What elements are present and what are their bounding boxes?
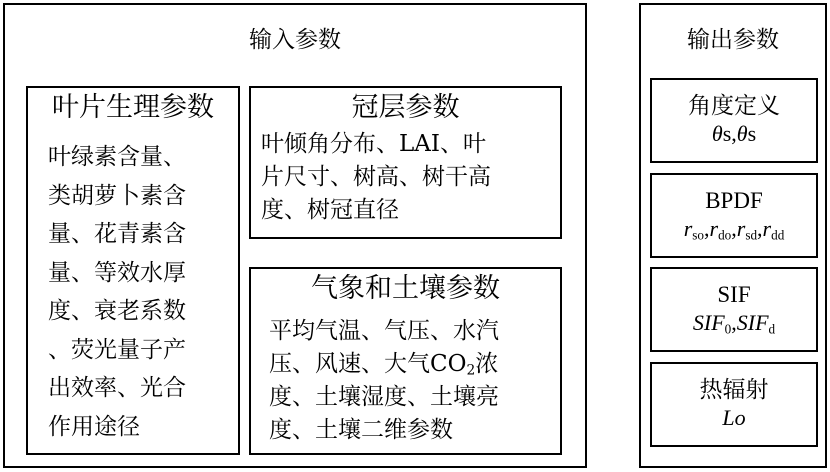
leaf-param-line: 类胡萝卜素含	[48, 182, 186, 209]
angle-definition-formula: θs,θs	[711, 121, 757, 146]
thermal-radiation-box	[650, 362, 818, 447]
weather-soil-list	[269, 315, 499, 447]
leaf-param-line: 出效率、光合	[48, 375, 186, 401]
output-panel-title: 输出参数	[687, 27, 779, 53]
weather-soil-parameters-box	[249, 267, 562, 455]
canopy-param-line: 叶倾角分布、LAI、叶	[261, 131, 486, 157]
output-parameters-panel	[639, 3, 827, 468]
angle-definition-title: 角度定义	[688, 93, 780, 119]
input-panel-title: 输入参数	[249, 27, 341, 53]
weather-param-line: 度、土壤湿度、土壤亮	[269, 384, 499, 410]
leaf-param-line: 作用途径	[48, 413, 140, 440]
canopy-param-line: 片尺寸、树高、树干高	[261, 164, 491, 190]
thermal-radiation-title: 热辐射	[699, 377, 769, 403]
sif-box	[650, 267, 818, 352]
sif-title: SIF	[717, 282, 751, 307]
theta-symbol: θ	[711, 121, 723, 146]
canopy-parameters-title: 冠层参数	[351, 92, 460, 123]
weather-param-line	[269, 348, 499, 381]
canopy-parameters-box	[249, 86, 562, 239]
weather-line2-suffix: 浓	[475, 351, 499, 377]
bpdf-title: BPDF	[705, 188, 763, 213]
canopy-param-line: 度、树冠直径	[261, 197, 399, 223]
leaf-physiology-title: 叶片生理参数	[52, 92, 214, 123]
leaf-param-line: 叶绿素含量、	[48, 144, 186, 170]
co2-subscript: 2	[466, 362, 476, 379]
leaf-param-line: 、荧光量子产	[48, 336, 186, 363]
weather-param-line: 度、土壤二维参数	[269, 417, 453, 443]
canopy-parameters-list	[261, 128, 491, 227]
bpdf-formula: $r_{so},r_{do},r_{sd},r_{dd}$	[683, 216, 785, 243]
bpdf-box	[650, 173, 818, 258]
leaf-param-line: 量、等效水厚	[48, 259, 186, 286]
input-parameters-panel	[3, 3, 587, 468]
leaf-physiology-box	[26, 86, 240, 455]
theta-symbol: θ	[736, 121, 748, 146]
weather-line2-prefix: 压、风速、大气CO	[269, 351, 467, 377]
leaf-param-line: 度、衰老系数	[48, 298, 186, 324]
angle-definition-box	[650, 78, 818, 163]
leaf-param-line: 量、花青素含	[48, 221, 186, 247]
sif-formula: $SIF_0,SIF_d$	[692, 310, 776, 337]
weather-soil-title: 气象和土壤参数	[311, 273, 500, 304]
leaf-physiology-list	[48, 138, 186, 446]
weather-param-line: 平均气温、气压、水汽	[269, 318, 499, 344]
thermal-radiation-value: Lo	[722, 405, 746, 430]
